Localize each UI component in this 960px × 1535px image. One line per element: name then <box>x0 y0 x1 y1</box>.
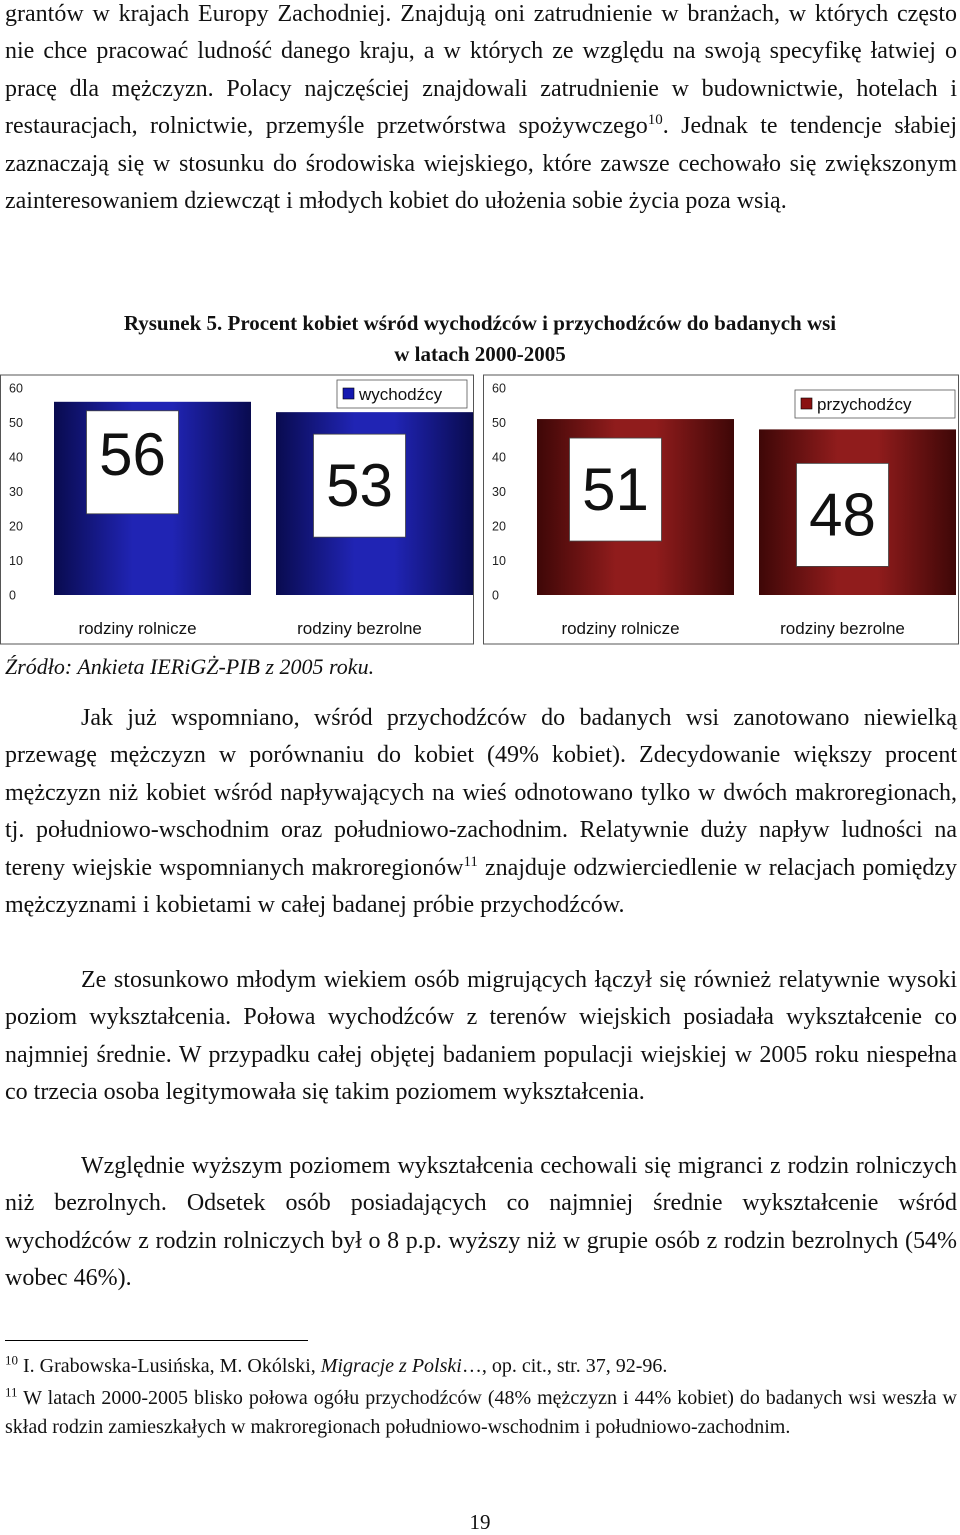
footnote-10-text-end: …, op. cit., str. 37, 92-96. <box>461 1355 668 1377</box>
footnote-10-title: Migracje z Polski <box>320 1355 462 1377</box>
legend <box>795 390 955 418</box>
y-tick-label: 50 <box>9 416 23 430</box>
footnote-separator <box>5 1340 308 1341</box>
chart-wychodzcy <box>0 372 475 647</box>
y-tick-label: 60 <box>9 381 23 396</box>
y-tick-label: 10 <box>492 554 506 568</box>
data-label: 53 <box>326 452 393 520</box>
intro-text-part2: . Jednak te tendencje słabiej zaznaczają się w stosunku do środowiska wiejskiego, które zawsze cechowało się zwiększonym zainteresowaniem dziewcząt i młodych kobiet do ułożenia sobie życia poza wsią. <box>5 113 957 215</box>
category-label: rodziny bezrolne <box>297 619 422 638</box>
footnote-11 <box>5 1384 957 1442</box>
legend <box>337 380 467 408</box>
category-label: rodziny bezrolne <box>780 619 905 638</box>
page-number: 19 <box>469 1510 491 1534</box>
legend-swatch <box>801 398 812 409</box>
footnote-10-number: 10 <box>5 1352 18 1368</box>
data-label: 51 <box>582 456 649 524</box>
category-label: rodziny rolnicze <box>78 619 197 638</box>
paragraph-2-text-part2: znajduje odzwierciedlenie w relacjach pomiędzy mężczyznami i kobietami w całej badanej próbie przychodźców. <box>5 854 958 919</box>
footnote-ref-10[interactable]: 10 <box>647 112 663 129</box>
y-tick-label: 60 <box>492 381 506 396</box>
footnote-10 <box>5 1352 957 1381</box>
category-label: rodziny rolnicze <box>561 619 680 638</box>
y-tick-label: 50 <box>492 416 506 430</box>
figure-caption-line2: w latach 2000-2005 <box>394 342 566 366</box>
legend-label: przychodźcy <box>817 395 912 414</box>
data-label: 56 <box>99 420 166 488</box>
intro-text-part1: grantów w krajach Europy Zachodniej. Znajdują oni zatrudnienie w branżach, w których często nie chce pracować ludność danego kraju, a w których ze względu na swoją specyfikę łatwiej o pracę dla mężczyzn. Polacy najczęściej znajdowali zatrudnienie w budownictwie, hotelach i restauracjach, rolnictwie, przemyśle przetwórstwa spożywczego <box>5 1 957 140</box>
y-tick-label: 10 <box>9 554 23 568</box>
footnote-11-number: 11 <box>5 1384 18 1400</box>
y-tick-label: 40 <box>492 450 506 465</box>
chart-wychodzcy-svg <box>0 372 475 647</box>
intro-paragraph <box>5 0 957 220</box>
y-tick-label: 0 <box>9 588 16 603</box>
chart-przychodzcy <box>483 372 960 647</box>
paragraph-3: Ze stosunkowo młodym wiekiem osób migrujących łączył się również relatywnie wysoki poziom wykształcenia. Połowa wychodźców z terenów wiejskich posiadała wykształcenie co najmniej średnie. W przypadku całej objętej badaniem populacji wiejskiej w 2005 roku niespełna co trzecia osoba legitymowała się takim poziomem wykształcenia. <box>5 967 957 1106</box>
paragraph-2-text-part1: Jak już wspomniano, wśród przychodźców do badanych wsi zanotowano niewielką przewagę mężczyzn w porównaniu do kobiet (49% kobiet). Zdecydowanie większy procent mężczyzn niż kobiet wśród napływających na wieś odnotowano tylko w dwóch makroregionach, tj. południowo-wschodnim oraz południowo-zachodnim. Relatywnie duży napływ ludności na tereny wiejskie wspomnianych makroregionów <box>5 705 957 881</box>
figure-caption-line1: Rysunek 5. Procent kobiet wśród wychodźców i przychodźców do badanych wsi <box>123 311 837 335</box>
footnote-10-text: I. Grabowska-Lusińska, M. Okólski, <box>18 1355 321 1377</box>
figure-source: Źródło: Ankieta IERiGŻ-PIB z 2005 roku. <box>5 654 375 679</box>
y-tick-label: 30 <box>9 485 23 499</box>
y-tick-label: 20 <box>9 519 23 534</box>
legend-label: wychodźcy <box>359 385 443 404</box>
legend-swatch <box>343 388 354 399</box>
footnote-ref-11[interactable]: 11 <box>463 853 478 870</box>
paragraph-2 <box>5 700 957 924</box>
y-tick-label: 20 <box>492 519 506 534</box>
data-label: 48 <box>809 481 876 549</box>
paragraph-4: Względnie wyższym poziomem wykształcenia cechowali się migranci z rodzin rolniczych niż bezrolnych. Odsetek osób posiadających co najmniej średnie wykształcenie wśród wychodźców z rodzin rolniczych był o 8 p.p. wyższy niż w grupie osób z rodzin bezrolnych (54% wobec 46%). <box>5 1153 957 1292</box>
y-tick-label: 0 <box>492 588 499 603</box>
footnote-11-text: W latach 2000-2005 blisko połowa ogółu przychodźców (48% mężczyzn i 44% kobiet) do badanych wsi weszła w skład rodzin zamieszkałych w makroregionach południowo-wschodnim i południowo-zachodnim. <box>5 1387 957 1438</box>
y-tick-label: 30 <box>492 485 506 499</box>
y-tick-label: 40 <box>9 450 23 465</box>
chart-przychodzcy-svg <box>483 372 960 647</box>
